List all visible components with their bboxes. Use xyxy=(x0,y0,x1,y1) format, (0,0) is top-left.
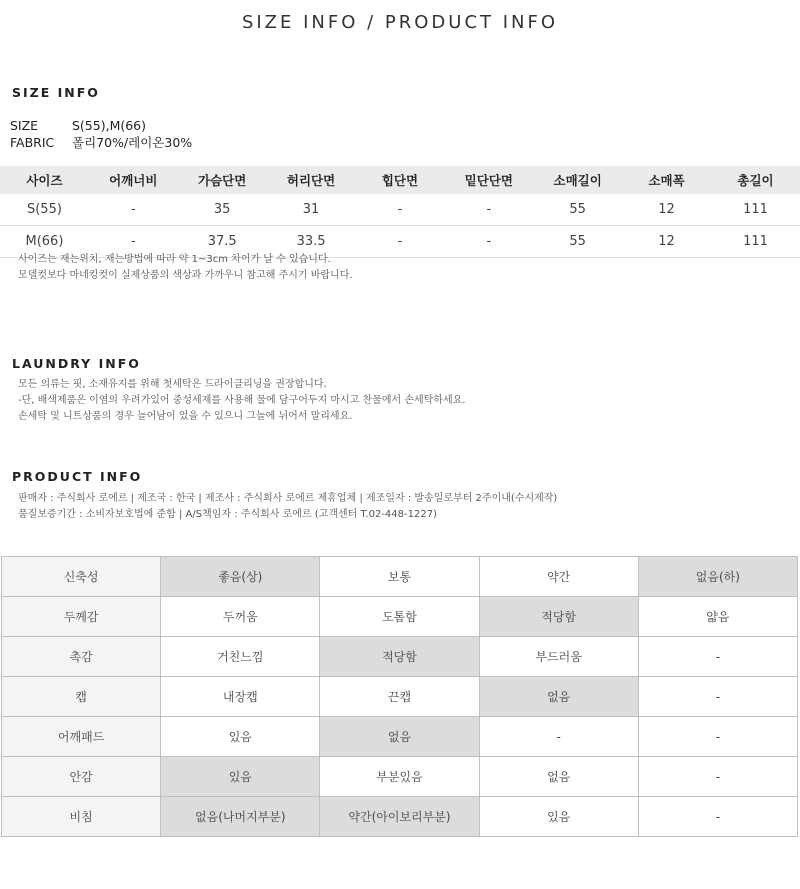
property-option: - xyxy=(479,717,638,757)
size-table-header-cell: 어깨너비 xyxy=(89,166,178,194)
size-table-cell: 35 xyxy=(178,194,267,226)
size-note: 모델컷보다 마네킹컷이 실제상품의 색상과 가까우니 참고해 주시기 바랍니다. xyxy=(18,270,353,281)
laundry-line: 손세탁 및 니트상품의 경우 늘어남이 었을 수 있으니 그늘에 뉘어서 말리세요. xyxy=(18,411,353,422)
size-table-header xyxy=(0,166,800,194)
property-label: 어깨패드 xyxy=(2,717,161,757)
property-row xyxy=(2,597,798,637)
size-table-cell: - xyxy=(444,194,533,226)
size-table-cell: 55 xyxy=(533,226,622,258)
property-option-selected: 좋음(상) xyxy=(161,557,320,597)
property-option: 도톰함 xyxy=(320,597,479,637)
property-option-selected: 적당함 xyxy=(479,597,638,637)
laundry-notes xyxy=(18,377,465,425)
property-option-selected: 없음(하) xyxy=(638,557,797,597)
size-table-cell: 37.5 xyxy=(178,226,267,258)
property-row xyxy=(2,637,798,677)
size-table-cell: M(66) xyxy=(0,226,89,258)
size-note: 사이즈는 재는위치, 재는방법에 따라 약 1~3cm 차이가 날 수 있습니다. xyxy=(18,254,331,265)
fabric-value: 폴리70%/레이온30% xyxy=(72,135,193,150)
size-table-cell: S(55) xyxy=(0,194,89,226)
size-key: SIZE xyxy=(10,118,39,133)
property-row xyxy=(2,677,798,717)
size-table-header-cell: 가슴단면 xyxy=(178,166,267,194)
size-table-cell: - xyxy=(356,226,445,258)
size-table-row xyxy=(0,194,800,226)
size-table-cell: 111 xyxy=(711,194,800,226)
property-label: 두께감 xyxy=(2,597,161,637)
laundry-line: 모든 의류는 핏, 소재유지를 위해 첫세탁은 드라이클리닝을 권장합니다. xyxy=(18,379,327,390)
size-table-cell: 31 xyxy=(267,194,356,226)
size-table xyxy=(0,166,800,258)
size-table-cell: - xyxy=(89,226,178,258)
size-table-header-cell: 총길이 xyxy=(711,166,800,194)
property-option: 내장캡 xyxy=(161,677,320,717)
size-spec xyxy=(10,118,146,133)
property-option: 두꺼움 xyxy=(161,597,320,637)
property-option-selected: 약간(아이보리부분) xyxy=(320,797,479,837)
laundry-line: -단, 배색제품은 이염의 우려가있어 중성세제를 사용해 물에 담구어두지 마시고 찬물에서 손세탁하세요. xyxy=(18,395,466,406)
size-table-cell: 55 xyxy=(533,194,622,226)
size-table-cell: 33.5 xyxy=(267,226,356,258)
product-notes xyxy=(18,491,557,523)
size-table-header-cell: 사이즈 xyxy=(0,166,89,194)
size-table-cell: - xyxy=(356,194,445,226)
size-table-cell: 12 xyxy=(622,226,711,258)
property-option-selected: 있음 xyxy=(161,757,320,797)
property-label: 비침 xyxy=(2,797,161,837)
property-option: 얇음 xyxy=(638,597,797,637)
size-table-header-cell: 소매폭 xyxy=(622,166,711,194)
size-table-cell: - xyxy=(444,226,533,258)
property-option: 끈캡 xyxy=(320,677,479,717)
property-option: - xyxy=(638,757,797,797)
fabric-key: FABRIC xyxy=(10,135,55,150)
property-option-selected: 없음(나머지부분) xyxy=(161,797,320,837)
property-option: 약간 xyxy=(479,557,638,597)
size-info-heading: SIZE INFO xyxy=(12,85,100,100)
size-table-cell: - xyxy=(89,194,178,226)
property-option: - xyxy=(638,797,797,837)
size-table-cell: 111 xyxy=(711,226,800,258)
size-table-header-cell: 허리단면 xyxy=(267,166,356,194)
property-option-selected: 없음 xyxy=(320,717,479,757)
size-value: S(55),M(66) xyxy=(72,118,147,133)
size-table-header-cell: 소매길이 xyxy=(533,166,622,194)
property-option: - xyxy=(638,637,797,677)
page-title: SIZE INFO / PRODUCT INFO xyxy=(241,12,559,33)
laundry-info-heading: LAUNDRY INFO xyxy=(12,356,141,371)
property-option: 거친느낌 xyxy=(161,637,320,677)
size-table-cell: 12 xyxy=(622,194,711,226)
property-row xyxy=(2,557,798,597)
property-label: 안감 xyxy=(2,757,161,797)
property-option: 부분있음 xyxy=(320,757,479,797)
property-option-selected: 적당함 xyxy=(320,637,479,677)
property-option: - xyxy=(638,717,797,757)
product-line: 판매자 : 주식회사 로에르 | 제조국 : 한국 | 제조사 : 주식회사 로에르 제휴업체 | 제조일자 : 발송일로부터 2주이내(수시제작) xyxy=(18,493,558,504)
product-info-heading: PRODUCT INFO xyxy=(12,469,143,484)
property-option: 있음 xyxy=(479,797,638,837)
property-table xyxy=(1,556,798,837)
property-option-selected: 없음 xyxy=(479,677,638,717)
property-row xyxy=(2,797,798,837)
property-label: 촉감 xyxy=(2,637,161,677)
property-option: 부드러움 xyxy=(479,637,638,677)
property-row xyxy=(2,757,798,797)
fabric-spec xyxy=(10,133,192,151)
size-notes xyxy=(18,252,353,284)
property-label: 신축성 xyxy=(2,557,161,597)
size-table-header-cell: 밑단단면 xyxy=(444,166,533,194)
property-option: - xyxy=(638,677,797,717)
property-label: 캡 xyxy=(2,677,161,717)
property-option: 있음 xyxy=(161,717,320,757)
property-option: 보통 xyxy=(320,557,479,597)
size-table-header-cell: 힙단면 xyxy=(356,166,445,194)
product-line: 품질보증기간 : 소비자보호법에 준함 | A/S책임자 : 주식회사 로에르 (고객센터 T.02-448-1227) xyxy=(18,509,437,520)
property-row xyxy=(2,717,798,757)
property-option: 없음 xyxy=(479,757,638,797)
